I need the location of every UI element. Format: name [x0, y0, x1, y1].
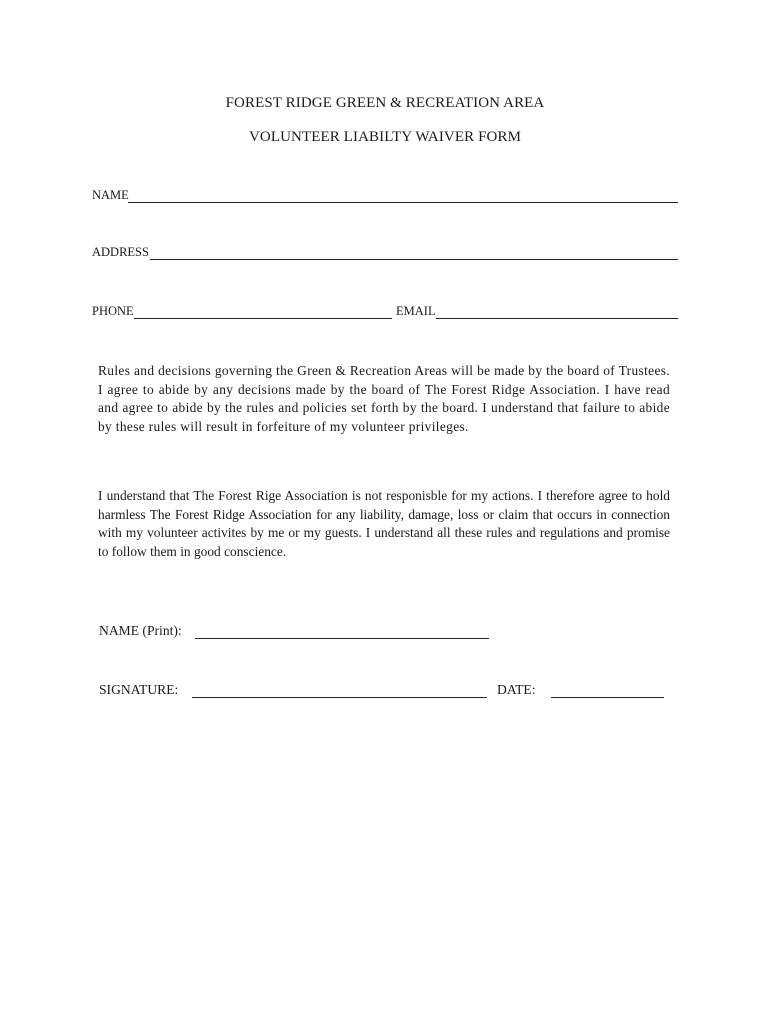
email-label: EMAIL	[396, 304, 436, 318]
signature-row	[99, 682, 669, 702]
name-field-row	[92, 188, 678, 206]
phone-email-field-row	[92, 304, 678, 322]
rules-paragraph: Rules and decisions governing the Green & Recreation Areas will be made by the board of Trustees. I agree to abide by any decisions made by the board of The Forest Ridge Association. I have read and agree to abide by the rules and policies set forth by the board. I understand that failure to abide by these rules will result in forfeiture of my volunteer privileges.	[98, 363, 670, 434]
address-input-line[interactable]	[150, 259, 678, 260]
name-label: NAME	[92, 188, 129, 202]
phone-label: PHONE	[92, 304, 134, 318]
print-name-input-line[interactable]	[195, 638, 489, 639]
signature-input-line[interactable]	[192, 697, 487, 698]
name-input-line[interactable]	[128, 202, 678, 203]
address-field-row	[92, 245, 678, 263]
phone-input-line[interactable]	[134, 318, 392, 319]
date-label: DATE:	[497, 682, 536, 697]
address-label: ADDRESS	[92, 245, 149, 259]
liability-paragraph: I understand that The Forest Rige Association is not responisble for my actions. I therefore agree to hold harmless The Forest Ridge Association for any liability, damage, loss or claim that occurs in connection with my volunteer activites by me or my guests. I understand all these rules and regulations and promise to follow them in good conscience.	[98, 488, 670, 559]
signature-label: SIGNATURE:	[99, 682, 179, 697]
email-input-line[interactable]	[436, 318, 678, 319]
date-input-line[interactable]	[551, 697, 664, 698]
print-name-row	[99, 623, 499, 643]
form-title: FOREST RIDGE GREEN & RECREATION AREA	[225, 95, 545, 111]
form-subtitle: VOLUNTEER LIABILTY WAIVER FORM	[248, 129, 522, 145]
print-name-label: NAME (Print):	[99, 623, 182, 638]
